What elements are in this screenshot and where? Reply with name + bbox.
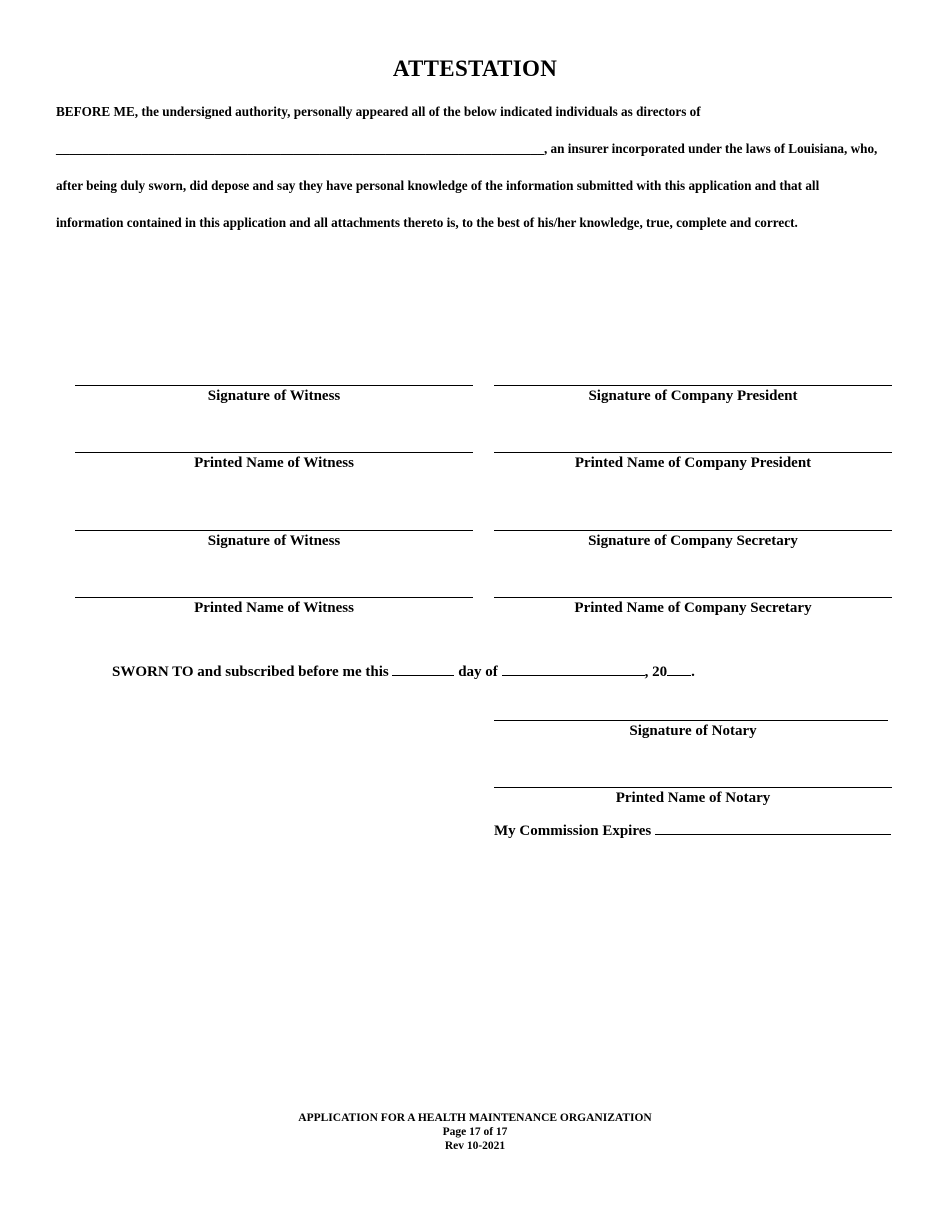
- secretary-printed-name-line[interactable]: [494, 597, 892, 598]
- sworn-prefix: SWORN TO and subscribed before me this: [112, 664, 389, 680]
- intro-line-3: after being duly sworn, did depose and say they have personal knowledge of the information submitted with this application and that all: [56, 178, 820, 193]
- witness-printed-name-line-1[interactable]: [75, 452, 473, 453]
- notary-printed-name-label: Printed Name of Notary: [615, 790, 771, 806]
- president-printed-name-line[interactable]: [494, 452, 892, 453]
- footer-revision: Rev 10-2021: [444, 1140, 506, 1152]
- secretary-signature-label: Signature of Company Secretary: [588, 533, 798, 549]
- sworn-day-of: day of: [458, 664, 498, 680]
- president-signature-label: Signature of Company President: [588, 388, 798, 404]
- footer-title: APPLICATION FOR A HEALTH MAINTENANCE ORGANIZATION: [298, 1112, 652, 1124]
- witness-signature-label-2: Signature of Witness: [207, 533, 341, 549]
- witness-printed-name-label-2: Printed Name of Witness: [194, 600, 354, 616]
- witness-printed-name-line-2[interactable]: [75, 597, 473, 598]
- footer-page-number: Page 17 of 17: [442, 1126, 508, 1138]
- secretary-printed-name-label: Printed Name of Company Secretary: [574, 600, 812, 616]
- sworn-statement: [112, 661, 695, 681]
- notary-printed-name-line[interactable]: [494, 787, 892, 788]
- month-blank[interactable]: [502, 661, 645, 676]
- witness-signature-label-1: Signature of Witness: [207, 388, 341, 404]
- sworn-year-prefix: , 20: [644, 664, 668, 680]
- intro-line-2-text: , an insurer incorporated under the laws of Louisiana, who,: [543, 141, 878, 156]
- president-printed-name-label: Printed Name of Company President: [574, 455, 812, 471]
- secretary-signature-line[interactable]: [494, 530, 892, 531]
- sworn-end: .: [691, 664, 695, 680]
- commission-expires-blank[interactable]: [655, 820, 891, 835]
- witness-signature-line-1[interactable]: [75, 385, 473, 386]
- page-title: ATTESTATION: [392, 56, 558, 81]
- commission-expires-label: My Commission Expires: [494, 823, 652, 839]
- notary-signature-label: Signature of Notary: [629, 723, 757, 739]
- witness-signature-line-2[interactable]: [75, 530, 473, 531]
- notary-signature-line[interactable]: [494, 720, 888, 721]
- intro-line-1: BEFORE ME, the undersigned authority, personally appeared all of the below indicated individuals as directors of: [56, 104, 701, 119]
- intro-line-2: [56, 141, 877, 157]
- president-signature-line[interactable]: [494, 385, 892, 386]
- intro-line-4: information contained in this application and all attachments thereto is, to the best of his/her knowledge, true, complete and correct.: [56, 215, 798, 230]
- witness-printed-name-label-1: Printed Name of Witness: [194, 455, 354, 471]
- insurer-name-blank[interactable]: __________________________________________________________________________: [56, 141, 544, 156]
- day-blank[interactable]: [392, 661, 454, 676]
- commission-expires: [494, 820, 891, 840]
- year-blank[interactable]: [667, 661, 691, 676]
